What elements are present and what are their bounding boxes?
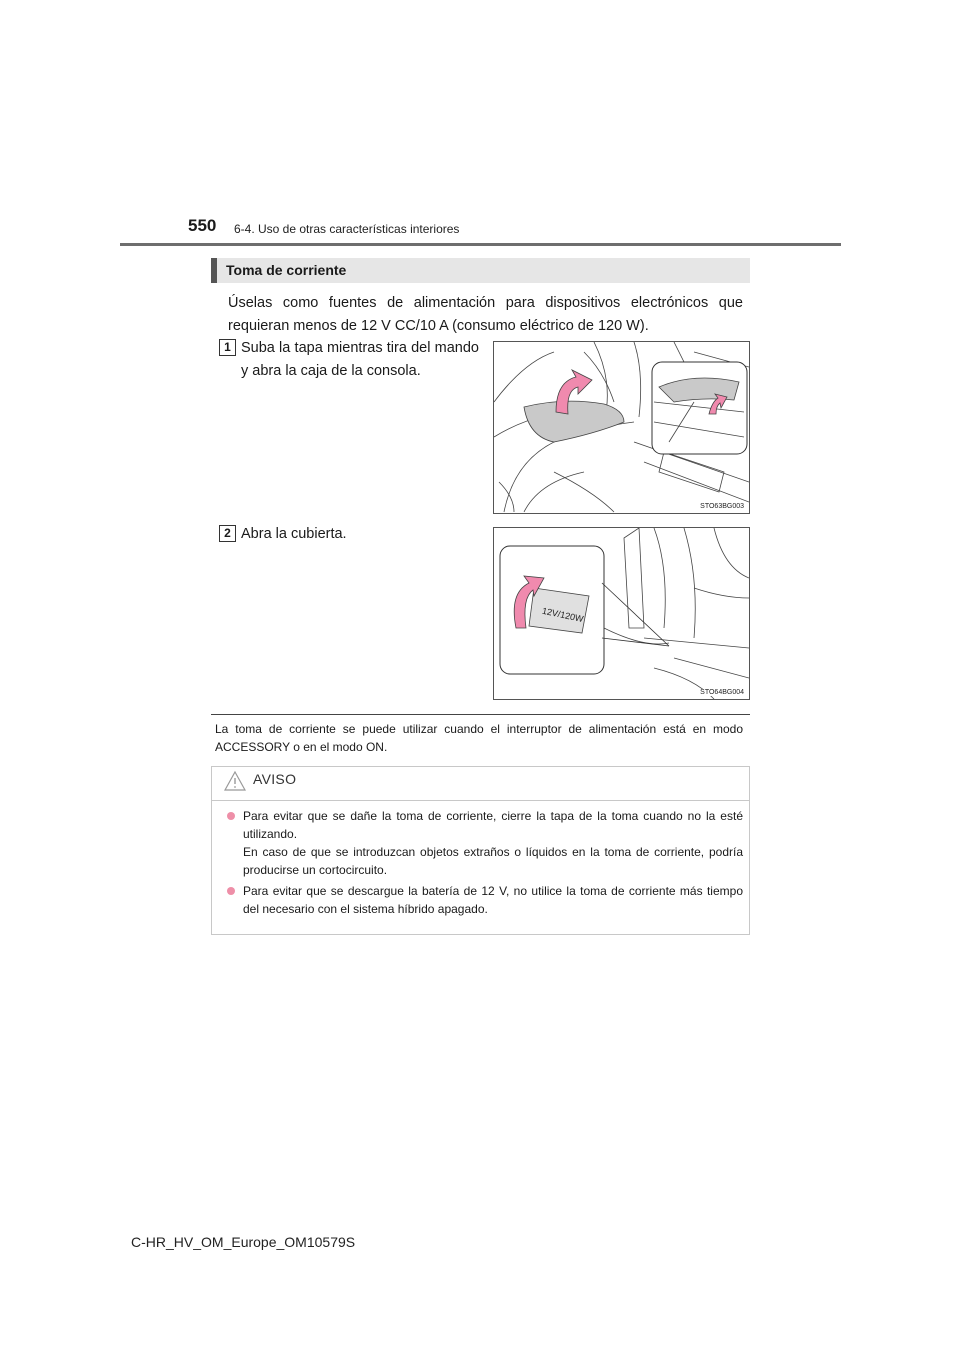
cover-label: 12V/120W bbox=[541, 605, 585, 625]
warning-bullet-line: En caso de que se introduzcan objetos extraños o líquidos en la toma de corriente, podría producirse un cortocircuito. bbox=[243, 845, 743, 877]
console-illustration bbox=[494, 342, 749, 513]
figure-console-box bbox=[493, 341, 750, 514]
figure-code: STO64BG004 bbox=[700, 689, 744, 696]
warning-bullet-line: Para evitar que se dañe la toma de corriente, cierre la tapa de la toma cuando no la esté utilizando. bbox=[243, 809, 743, 841]
note-text: La toma de corriente se puede utilizar cuando el interruptor de alimentación está en modo ACCESSORY o en el modo ON. bbox=[215, 722, 743, 754]
bullet-icon bbox=[227, 887, 235, 895]
section-heading-marker bbox=[211, 258, 217, 283]
warning-triangle-icon bbox=[224, 770, 246, 792]
note-rule bbox=[211, 714, 750, 715]
warning-header-rule bbox=[211, 800, 750, 801]
warning-bullet bbox=[243, 807, 743, 879]
figure-outlet-cover bbox=[493, 527, 750, 700]
step-1-number: 1 bbox=[219, 339, 236, 356]
warning-bullet bbox=[243, 882, 743, 918]
page-number: 550 bbox=[188, 216, 217, 235]
intro-paragraph: Úselas como fuentes de alimentación para dispositivos electrónicos que requieran menos de 12 V CC/10 A (consumo eléctrico de 120 W). bbox=[228, 295, 743, 334]
warning-title: AVISO bbox=[253, 771, 297, 787]
section-heading: Toma de corriente bbox=[226, 262, 347, 278]
footer-document-id: C-HR_HV_OM_Europe_OM10579S bbox=[131, 1234, 356, 1250]
bullet-icon bbox=[227, 812, 235, 820]
figure-code: STO63BG003 bbox=[700, 503, 744, 510]
step-2-number: 2 bbox=[219, 525, 236, 542]
step-2-text: Abra la cubierta. bbox=[241, 526, 347, 542]
warning-bullet-line: Para evitar que se descargue la batería de 12 V, no utilice la toma de corriente más tiempo del necesario con el sistema híbrido apagado. bbox=[243, 884, 743, 916]
step-1-text: Suba la tapa mientras tira del mando y abra la caja de la consola. bbox=[241, 340, 479, 379]
header-rule bbox=[120, 243, 841, 246]
section-title: 6-4. Uso de otras características interiores bbox=[234, 222, 460, 236]
outlet-cover-illustration bbox=[494, 528, 749, 699]
